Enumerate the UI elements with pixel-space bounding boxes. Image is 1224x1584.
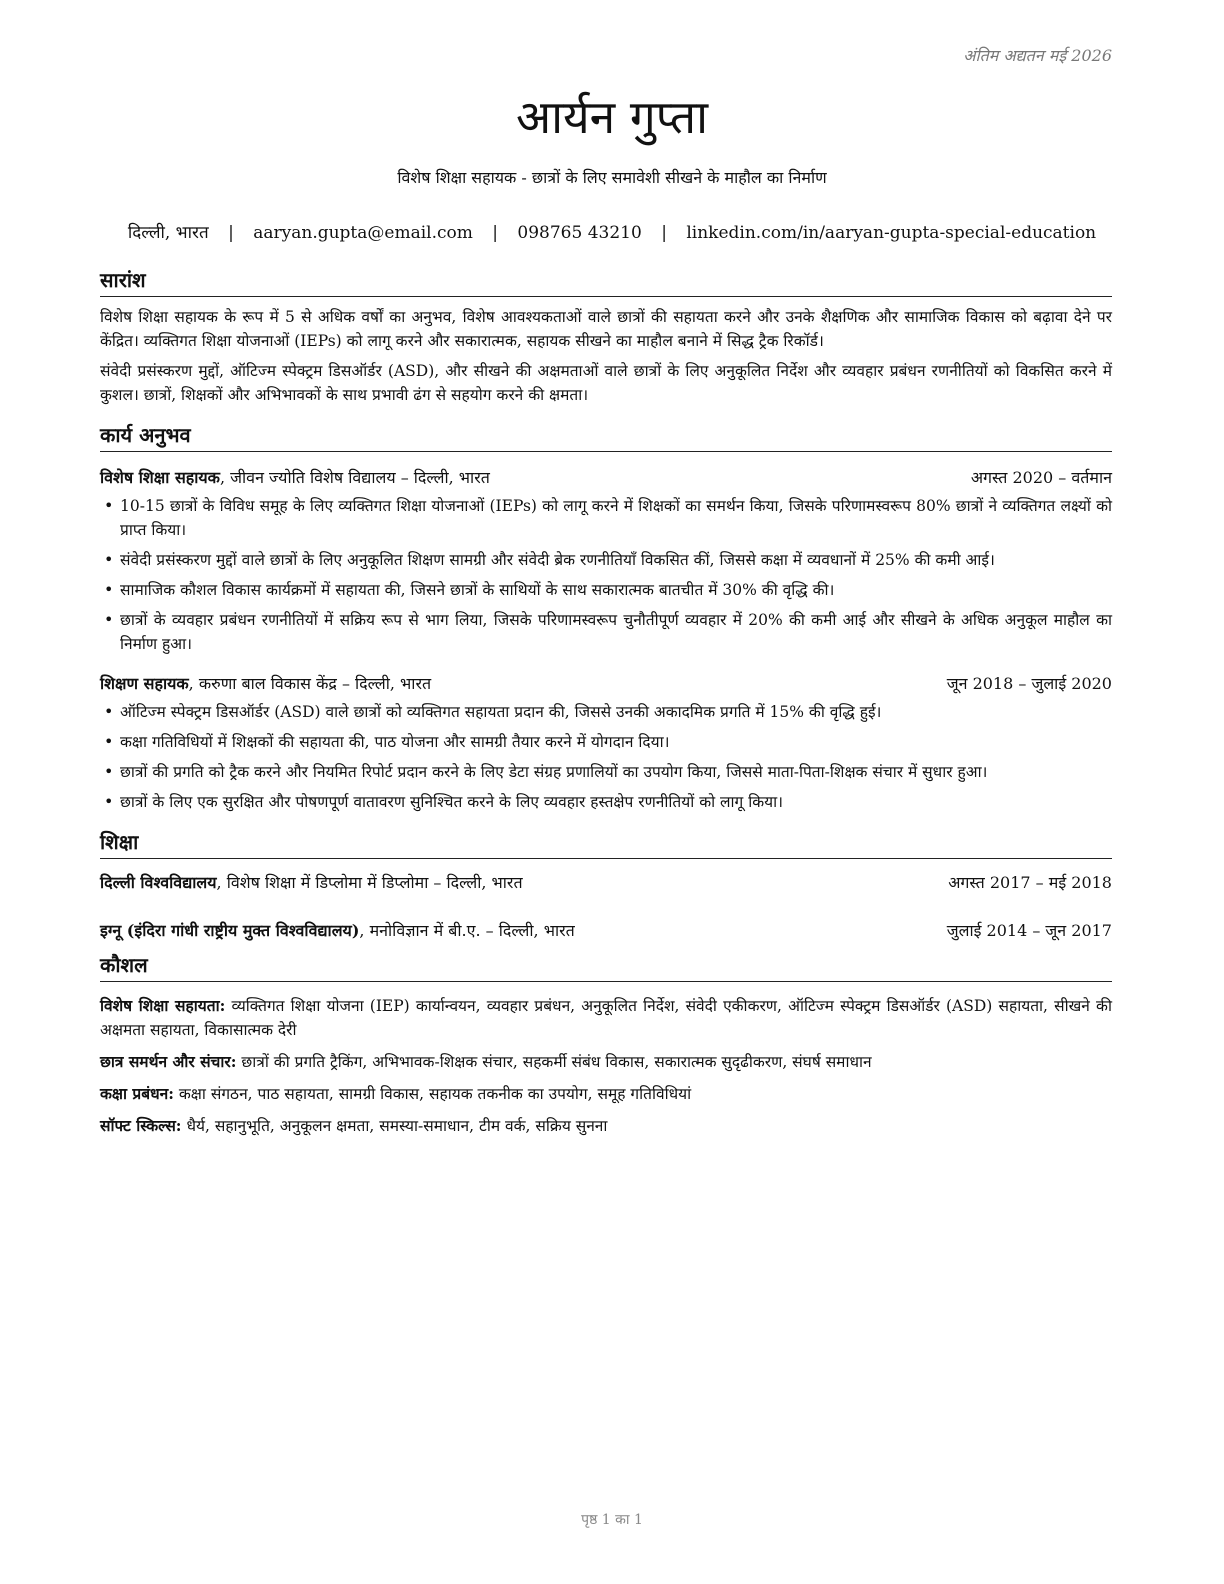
job-bullet: • छात्रों के लिए एक सुरक्षित और पोषणपूर्ण वातावरण सुनिश्चित करने के लिए व्यवहार हस्तक्षेप रणनीतियों को लागू किया। [100, 790, 1112, 814]
skill-label: विशेष शिक्षा सहायता: [100, 996, 226, 1015]
skills-section [100, 951, 1112, 1138]
contact-line [0, 220, 1224, 243]
education-school: दिल्ली विश्वविद्यालय [100, 873, 217, 892]
job-role: शिक्षण सहायक [100, 674, 189, 693]
skill-entry [100, 1050, 1112, 1074]
job-bullets [100, 494, 1112, 656]
summary-section [100, 266, 1112, 407]
job-bullet: • सामाजिक कौशल विकास कार्यक्रमों में सहायता की, जिसने छात्रों के साथियों के साथ सकारात्मक बातचीत में 30% की वृद्धि की। [100, 578, 1112, 602]
job-dates: जून 2018 – जुलाई 2020 [946, 674, 1112, 693]
summary-paragraph: संवेदी प्रसंस्करण मुद्दों, ऑटिज्म स्पेक्ट्रम डिसऑर्डर (ASD), और सीखने की अक्षमताओं वाले छात्रों के लिए अनुकूलित निर्देश और व्यवहार प्रबंधन रणनीतियों को विकसित करने में कुशल। छात्रों, शिक्षकों और अभिभावकों के साथ प्रभावी ढंग से सहयोग करने की क्षमता। [100, 362, 1112, 404]
skill-text: धैर्य, सहानुभूति, अनुकूलन क्षमता, समस्या-समाधान, टीम वर्क, सक्रिय सुनना [181, 1117, 608, 1135]
job-bullet: • छात्रों की प्रगति को ट्रैक करने और नियमित रिपोर्ट प्रदान करने के लिए डेटा संग्रह प्रणालियों का उपयोग किया, जिससे माता-पिता-शिक्षक संचार में सुधार हुआ। [100, 760, 1112, 784]
summary-paragraph: विशेष शिक्षा सहायक के रूप में 5 से अधिक वर्षों का अनुभव, विशेष आवश्यकताओं वाले छात्रों की सहायता करने और उनके शैक्षणिक और सामाजिक विकास को बढ़ावा देने पर केंद्रित। व्यक्तिगत शिक्षा योजनाओं (IEPs) को लागू करने और सकारात्मक, सहायक सीखने का माहौल बनाने में सिद्ध ट्रैक रिकॉर्ड। [100, 308, 1112, 350]
education-detail: , मनोविज्ञान में बी.ए. – दिल्ली, भारत [359, 921, 575, 940]
job-header [100, 672, 1112, 696]
last-updated: अंतिम अद्यतन मई 2026 [963, 46, 1112, 65]
education-dates: अगस्त 2017 – मई 2018 [948, 873, 1112, 892]
skill-label: सॉफ्ट स्किल्स: [100, 1116, 182, 1135]
page-number: पृष्ठ 1 का 1 [581, 1512, 643, 1528]
skill-text: व्यक्तिगत शिक्षा योजना (IEP) कार्यान्वयन, व्यवहार प्रबंधन, अनुकूलित निर्देश, संवेदी एकीकरण, ऑटिज्म स्पेक्ट्रम डिसऑर्डर (ASD) सहायता, सीखने की अक्षमता सहायता, विकासात्मक देरी [100, 997, 1112, 1039]
section-title-education: शिक्षा [100, 828, 1112, 859]
job-organization: , करुणा बाल विकास केंद्र – दिल्ली, भारत [188, 674, 432, 693]
contact-linkedin-link[interactable]: linkedin.com/in/aaryan-gupta-special-education [686, 223, 1097, 243]
education-detail: , विशेष शिक्षा में डिप्लोमा में डिप्लोमा – दिल्ली, भारत [216, 873, 523, 892]
candidate-name: आर्यन गुप्ता [515, 90, 709, 144]
contact-phone: 098765 43210 [517, 223, 642, 243]
job-title-line [100, 466, 490, 490]
job-header [100, 466, 1112, 490]
skill-label: कक्षा प्रबंधन: [100, 1084, 174, 1103]
job-bullet: • ऑटिज्म स्पेक्ट्रम डिसऑर्डर (ASD) वाले छात्रों को व्यक्तिगत सहायता प्रदान की, जिससे उनकी अकादमिक प्रगति में 15% की वृद्धि हुई। [100, 700, 1112, 724]
job-role: विशेष शिक्षा सहायक [100, 468, 220, 487]
contact-separator: | [492, 223, 499, 243]
job-bullet: • 10-15 छात्रों के विविध समूह के लिए व्यक्तिगत शिक्षा योजनाओं (IEPs) को लागू करने में शिक्षकों का समर्थन किया, जिसके परिणामस्वरूप 80% छात्रों ने व्यक्तिगत लक्ष्यों को प्राप्त किया। [100, 494, 1112, 542]
contact-separator: | [228, 223, 234, 243]
skill-label: छात्र समर्थन और संचार: [100, 1052, 237, 1071]
resume-content [100, 266, 1112, 1138]
section-title-skills: कौशल [100, 951, 1112, 982]
tagline: विशेष शिक्षा सहायक - छात्रों के लिए समावेशी सीखने के माहौल का निर्माण [397, 168, 827, 187]
education-entry [100, 919, 1112, 943]
section-title-summary: सारांश [100, 266, 1112, 297]
skill-text: छात्रों की प्रगति ट्रैकिंग, अभिभावक-शिक्षक संचार, सहकर्मी संबंध विकास, सकारात्मक सुदृढीकरण, संघर्ष समाधान [236, 1053, 872, 1071]
skill-entry [100, 1082, 1112, 1106]
education-school: इग्नू (इंदिरा गांधी राष्ट्रीय मुक्त विश्वविद्यालय) [100, 921, 360, 940]
education-title-line [100, 919, 575, 943]
job-bullet: • संवेदी प्रसंस्करण मुद्दों वाले छात्रों के लिए अनुकूलित शिक्षण सामग्री और संवेदी ब्रेक रणनीतियाँ विकसित कीं, जिससे कक्षा में व्यवधानों में 25% की कमी आई। [100, 548, 1112, 572]
contact-email[interactable]: aaryan.gupta@email.com [253, 223, 473, 243]
job-bullets [100, 700, 1112, 814]
job-bullet: • छात्रों के व्यवहार प्रबंधन रणनीतियों में सक्रिय रूप से भाग लिया, जिसके परिणामस्वरूप चुनौतीपूर्ण व्यवहार में 20% की कमी आई और सीखने के अधिक अनुकूल माहौल का निर्माण हुआ। [100, 608, 1112, 656]
job-title-line [100, 672, 431, 696]
skill-entry [100, 994, 1112, 1042]
skill-text: कक्षा संगठन, पाठ सहायता, सामग्री विकास, सहायक तकनीक का उपयोग, समूह गतिविधियां [173, 1085, 692, 1103]
education-entry [100, 871, 1112, 895]
job-organization: , जीवन ज्योति विशेष विद्यालय – दिल्ली, भारत [219, 468, 490, 487]
experience-section [100, 421, 1112, 814]
section-title-experience: कार्य अनुभव [100, 421, 1112, 452]
contact-location: दिल्ली, भारत [127, 223, 209, 243]
job-dates: अगस्त 2020 – वर्तमान [970, 468, 1112, 487]
education-section [100, 828, 1112, 943]
skill-entry [100, 1114, 1112, 1138]
education-title-line [100, 871, 523, 895]
job-bullet: • कक्षा गतिविधियों में शिक्षकों की सहायता की, पाठ योजना और सामग्री तैयार करने में योगदान दिया। [100, 730, 1112, 754]
contact-separator: | [661, 223, 667, 243]
education-dates: जुलाई 2014 – जून 2017 [946, 921, 1112, 940]
